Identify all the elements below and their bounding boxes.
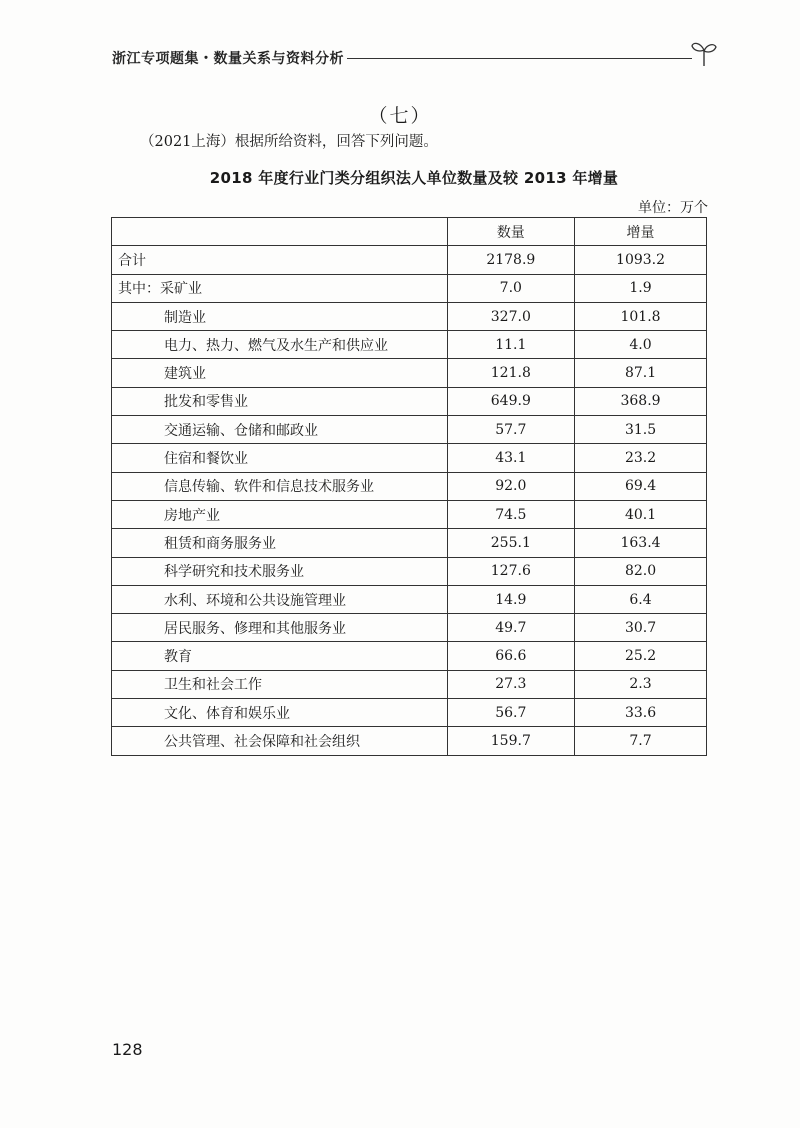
row-increase: 69.4 bbox=[575, 472, 707, 500]
row-count: 121.8 bbox=[447, 359, 575, 387]
table-row bbox=[112, 670, 707, 698]
table-row bbox=[112, 331, 707, 359]
row-label: 居民服务、修理和其他服务业 bbox=[112, 614, 448, 642]
row-count: 255.1 bbox=[447, 529, 575, 557]
row-increase: 40.1 bbox=[575, 500, 707, 528]
row-count: 74.5 bbox=[447, 500, 575, 528]
row-label: 租赁和商务服务业 bbox=[112, 529, 448, 557]
sprout-icon bbox=[690, 38, 718, 68]
table-row bbox=[112, 472, 707, 500]
row-label: 卫生和社会工作 bbox=[112, 670, 448, 698]
row-count: 27.3 bbox=[447, 670, 575, 698]
row-label: 文化、体育和娱乐业 bbox=[112, 699, 448, 727]
row-count: 649.9 bbox=[447, 387, 575, 415]
row-label: 科学研究和技术服务业 bbox=[112, 557, 448, 585]
row-label: 建筑业 bbox=[112, 359, 448, 387]
row-count: 11.1 bbox=[447, 331, 575, 359]
row-label: 批发和零售业 bbox=[112, 387, 448, 415]
table-row bbox=[112, 727, 707, 755]
table-row bbox=[112, 642, 707, 670]
row-increase: 30.7 bbox=[575, 614, 707, 642]
header-cell-increase: 增量 bbox=[575, 218, 707, 246]
row-increase: 6.4 bbox=[575, 585, 707, 613]
table-row bbox=[112, 359, 707, 387]
table-row bbox=[112, 500, 707, 528]
row-increase: 1093.2 bbox=[575, 246, 707, 274]
table-row bbox=[112, 699, 707, 727]
row-count: 127.6 bbox=[447, 557, 575, 585]
row-count: 49.7 bbox=[447, 614, 575, 642]
data-table bbox=[111, 217, 707, 756]
row-count: 56.7 bbox=[447, 699, 575, 727]
row-label: 合计 bbox=[112, 246, 448, 274]
header-cell-label bbox=[112, 218, 448, 246]
row-label: 房地产业 bbox=[112, 500, 448, 528]
table-row bbox=[112, 444, 707, 472]
row-increase: 101.8 bbox=[575, 302, 707, 330]
row-increase: 82.0 bbox=[575, 557, 707, 585]
row-count: 2178.9 bbox=[447, 246, 575, 274]
page-number: 128 bbox=[112, 1040, 143, 1059]
row-label: 其中：采矿业 bbox=[112, 274, 448, 302]
row-label: 教育 bbox=[112, 642, 448, 670]
row-count: 92.0 bbox=[447, 472, 575, 500]
table-row bbox=[112, 416, 707, 444]
question-intro: （2021上海）根据所给资料，回答下列问题。 bbox=[140, 134, 438, 150]
table-title: 2018 年度行业门类分组织法人单位数量及较 2013 年增量 bbox=[209, 169, 619, 187]
row-increase: 2.3 bbox=[575, 670, 707, 698]
table-row bbox=[112, 557, 707, 585]
row-count: 327.0 bbox=[447, 302, 575, 330]
row-count: 57.7 bbox=[447, 416, 575, 444]
row-label: 公共管理、社会保障和社会组织 bbox=[112, 727, 448, 755]
section-title: （七） bbox=[368, 105, 432, 127]
row-increase: 7.7 bbox=[575, 727, 707, 755]
row-increase: 4.0 bbox=[575, 331, 707, 359]
table-row bbox=[112, 387, 707, 415]
row-label: 交通运输、仓储和邮政业 bbox=[112, 416, 448, 444]
row-label: 电力、热力、燃气及水生产和供应业 bbox=[112, 331, 448, 359]
table-row bbox=[112, 614, 707, 642]
row-count: 66.6 bbox=[447, 642, 575, 670]
row-label: 制造业 bbox=[112, 302, 448, 330]
row-increase: 1.9 bbox=[575, 274, 707, 302]
header-title: 浙江专项题集・数量关系与资料分析 bbox=[112, 51, 344, 67]
row-increase: 31.5 bbox=[575, 416, 707, 444]
row-label: 住宿和餐饮业 bbox=[112, 444, 448, 472]
table-body bbox=[112, 246, 707, 755]
row-increase: 368.9 bbox=[575, 387, 707, 415]
row-increase: 163.4 bbox=[575, 529, 707, 557]
table-row bbox=[112, 529, 707, 557]
table-header-row bbox=[112, 218, 707, 246]
row-count: 43.1 bbox=[447, 444, 575, 472]
row-label: 水利、环境和公共设施管理业 bbox=[112, 585, 448, 613]
row-increase: 25.2 bbox=[575, 642, 707, 670]
header-rule bbox=[347, 58, 692, 59]
row-label: 信息传输、软件和信息技术服务业 bbox=[112, 472, 448, 500]
row-count: 7.0 bbox=[447, 274, 575, 302]
row-increase: 87.1 bbox=[575, 359, 707, 387]
table-row bbox=[112, 274, 707, 302]
page-header bbox=[112, 44, 716, 72]
header-cell-count: 数量 bbox=[447, 218, 575, 246]
table-unit: 单位：万个 bbox=[638, 200, 708, 216]
table-row bbox=[112, 246, 707, 274]
row-increase: 23.2 bbox=[575, 444, 707, 472]
table-row bbox=[112, 585, 707, 613]
row-count: 159.7 bbox=[447, 727, 575, 755]
row-increase: 33.6 bbox=[575, 699, 707, 727]
table-row bbox=[112, 302, 707, 330]
row-count: 14.9 bbox=[447, 585, 575, 613]
